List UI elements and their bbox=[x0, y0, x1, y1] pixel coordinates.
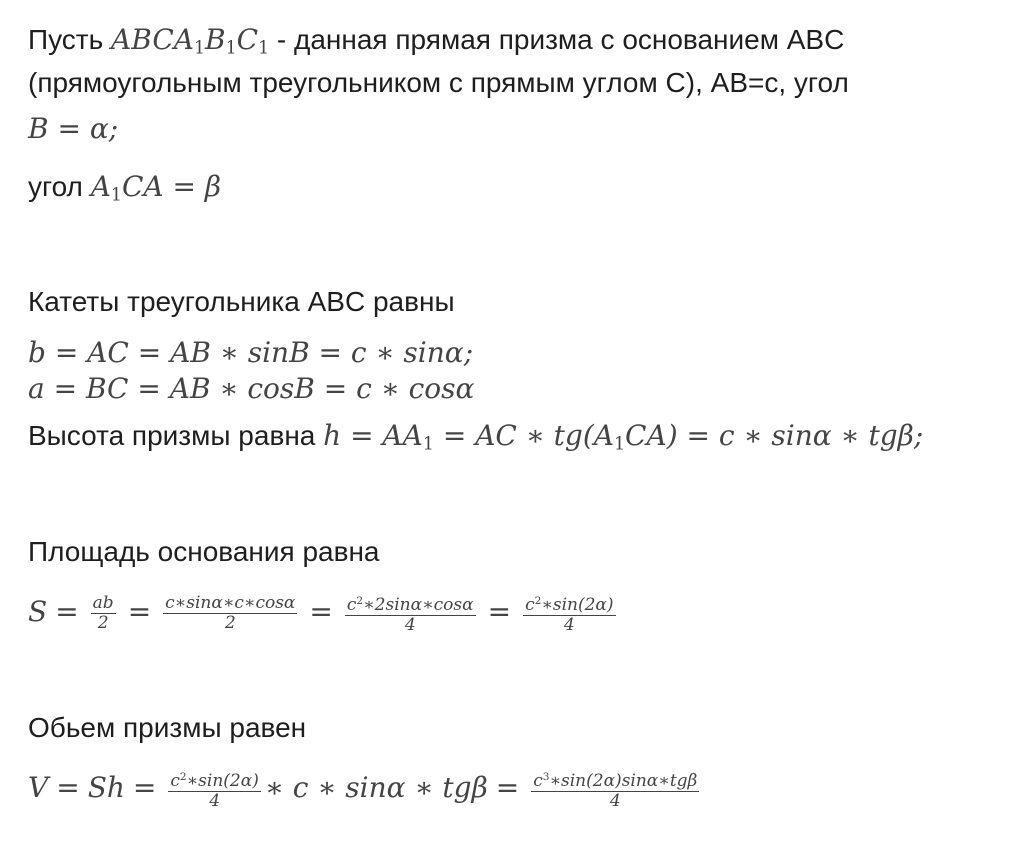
prism-name: $ABCA_1B_1C_1$ bbox=[111, 23, 270, 59]
area-formula: S = $\frac{ab}{2}$ = $\frac{c∗\sin\alpha∗c∗\cos\alpha}{2}$ = $\frac{c^2∗2\sin\alpha∗\cos\alpha}{4}$ = $\frac{c^2∗\sin(2\alpha)}{4}$ bbox=[28, 592, 614, 635]
angle-line bbox=[28, 170, 221, 212]
intro-line-2: (прямоугольным треугольником с прямым углом С), AB=c, угол bbox=[28, 67, 849, 98]
volume-v: V bbox=[28, 770, 49, 804]
angle-formula: $A_1CA = \beta$ bbox=[90, 170, 222, 206]
height-label: Высота призмы равна bbox=[28, 420, 316, 451]
legs-heading: Катеты треугольника ABC равны bbox=[28, 286, 455, 317]
intro-text-1: - данная прямая призма с основанием ABC bbox=[269, 24, 845, 55]
intro-pre: Пусть bbox=[28, 24, 104, 55]
volume-mid: ∗ c ∗ sinα ∗ tgβ bbox=[264, 770, 488, 804]
volume-sh: Sh bbox=[87, 770, 125, 804]
angle-b-formula: B = α; bbox=[28, 112, 119, 145]
area-s: S bbox=[28, 594, 48, 628]
angle-label: угол bbox=[28, 171, 83, 202]
area-frac-4: $\frac{c^2∗\sin(2\alpha)}{4}$ bbox=[523, 592, 615, 635]
height-formula: $h = AA_1$ = AC ∗ $tg(A_1CA) = c$ ∗ sinα ∗ tgβ; bbox=[323, 419, 924, 455]
volume-heading: Обьем призмы равен bbox=[28, 712, 307, 743]
area-frac-1: $\frac{ab}{2}$ bbox=[92, 592, 114, 633]
area-frac-2: $\frac{c∗\sin\alpha∗c∗\cos\alpha}{2}$ bbox=[165, 592, 296, 633]
area-heading: Площадь основания равна bbox=[28, 536, 380, 567]
volume-frac-1: $\frac{c^2∗\sin(2\alpha)}{4}$ bbox=[168, 768, 260, 811]
height-line bbox=[28, 419, 923, 461]
leg-b-formula: b = AC = AB ∗ sinB = c ∗ sinα; bbox=[28, 336, 474, 369]
intro-line-1 bbox=[28, 23, 844, 65]
leg-a-formula: a = BC = AB ∗ cosB = c ∗ cosα bbox=[28, 372, 475, 405]
area-frac-3: $\frac{c^2∗2\sin\alpha∗\cos\alpha}{4}$ bbox=[345, 592, 476, 635]
volume-frac-2: $\frac{c^3∗\sin(2\alpha)\sin\alpha∗tg\beta}{4}$ bbox=[531, 768, 699, 811]
volume-formula: V = Sh = $\frac{c^2∗\sin(2\alpha)}{4}$ ∗ c ∗ sinα ∗ tgβ = $\frac{c^3∗\sin(2\alpha)\sin\alpha∗tg\beta}{4}$ bbox=[28, 768, 703, 811]
